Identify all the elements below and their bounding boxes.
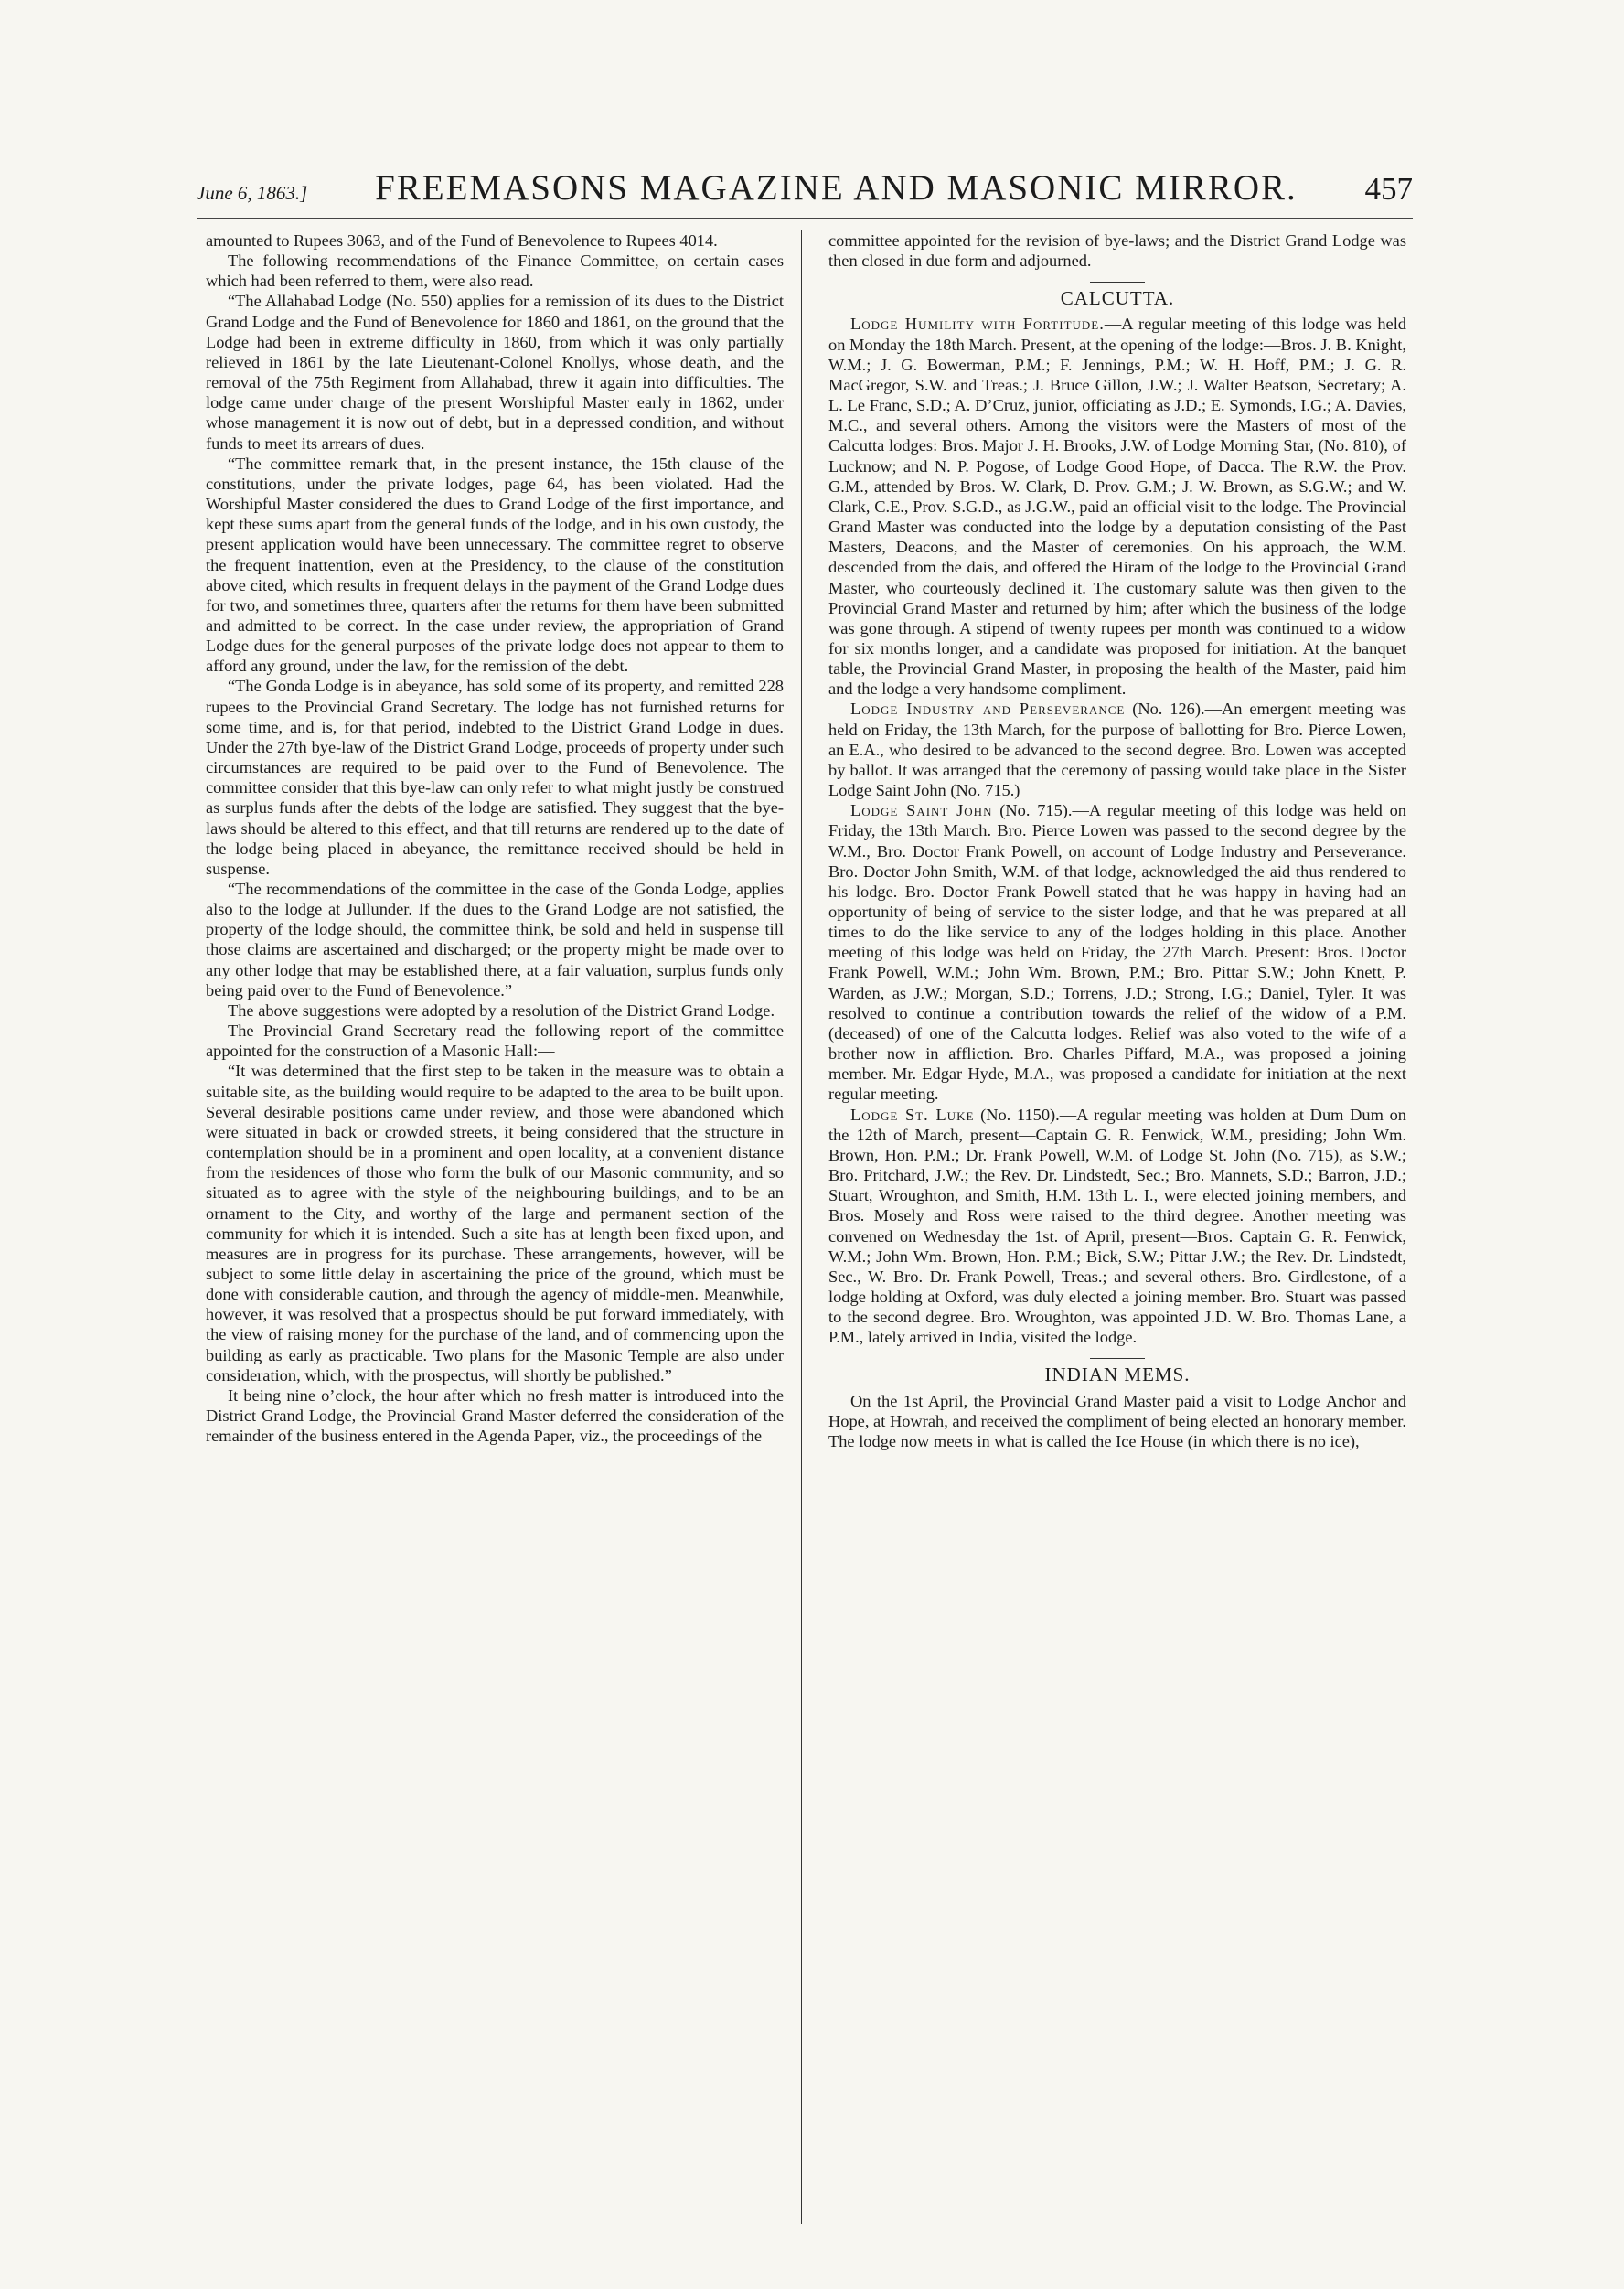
page-number: 457 xyxy=(1364,171,1413,207)
lodge-name: Lodge Saint John xyxy=(850,801,993,820)
lodge-name: Lodge Industry and Perseverance xyxy=(850,700,1126,719)
paragraph: “The committee remark that, in the present instance, the 15th clause of the constitutions, under the private lodges, page 64, has been violated. Had the Worshipful Master considered the dues to Grand Lodge of the first importance, and kept these sums apart from the general funds of the lodge, and in his own custody, the present application would have been unnecessary. The committee regret to observe the frequent inattention, even at the Presidency, to the clause of the constitution above cited, which results in frequent delays in the payment of the Grand Lodge dues for two, and sometimes three, quarters after the returns for them have been submitted and admitted to be correct. In the case under review, the appropriation of Grand Lodge dues for the general purposes of the private lodge does not appear to them to afford any ground, under the law, for the remission of the debt. xyxy=(206,454,784,676)
lodge-report xyxy=(828,800,1406,1104)
report-text: (No. 715).—A regular meeting of this lodge was held on Friday, the 13th March. Bro. Pierce Lowen was passed to the second degree by the W.M., Bro. Doctor Frank Powell, on account of Lodge Industry and Perseverance. Bro. Doctor John Smith, W.M. of that lodge, acknowledged the aid thus rendered to his lodge. Bro. Doctor Frank Powell stated that he was happy in having had an opportunity of being of service to the sister lodge, and that he was prepared at all times to do the like service to any of the lodges holding in this place. Another meeting of this lodge was held on Friday, the 27th March. Present: Bros. Doctor Frank Powell, W.M.; John Wm. Brown, P.M.; Bro. Pittar S.W.; John Knett, P. Warden, as J.W.; Morgan, S.D.; Torrens, J.D.; Strong, I.G.; Daniel, Tyler. It was resolved to continue a contribution towards the relief of the widow of a P.M. (deceased) of one of the Calcutta lodges. Relief was also voted to the wife of a brother now in affliction. Bro. Charles Piffard, M.A., was proposed a joining member. Mr. Edgar Hyde, M.A., was proposed a candidate for initiation at the next regular meeting. xyxy=(828,801,1406,1104)
lodge-report xyxy=(828,699,1406,800)
issue-date: June 6, 1863.] xyxy=(197,182,308,204)
section-heading-calcutta: CALCUTTA. xyxy=(1060,287,1175,310)
report-text: (No. 126).—An emergent meeting was held on Friday, the 13th March, for the purpose of ballotting for Bro. Pierce Lowen, an E.A., who desired to be advanced to the second degree. Bro. Lowen was accepted by ballot. It was arranged that the ceremony of passing would take place in the Sister Lodge Saint John (No. 715.) xyxy=(828,700,1406,800)
paragraph: “The recommendations of the committee in the case of the Gonda Lodge, applies also to the lodge at Jullunder. If the dues to the Grand Lodge are not satisfied, the property of the lodge should, the committee think, be sold and held in suspense till those claims are ascertained and discharged; or the property might be made over to any other lodge that may be established there, at a fair valuation, surplus funds only being paid over to the Fund of Benevolence.” xyxy=(206,880,784,1000)
paragraph: “It was determined that the first step to be taken in the measure was to obtain a suitable site, as the building would require to be adapted to the area to be built upon. Several desirable positions came under review, and those were abandoned which were situated in back or crowded streets, it being considered that the structure in contemplation should be in a prominent and open locality, at a convenient distance from the residences of those who form the bulk of our Masonic community, and so situated as to agree with the style of the neighbouring buildings, and to be an ornament to the City, and worthy of the large and permanent section of the community for which it is intended. Such a site has at length been fixed upon, and measures are in progress for its purchase. These arrangements, however, will be subject to some little delay in ascertaining the price of the ground, which must be done with considerable caution, and through the agency of middle-men. Meanwhile, however, it was resolved that a prospectus should be put forward immediately, with the view of raising money for the purchase of the land, and of commencing upon the building as early as practicable. Two plans for the Masonic Temple are also under consideration, which, with the prospectus, will shortly be published.” xyxy=(206,1062,784,1385)
section-heading-indian-mems: INDIAN MEMS. xyxy=(1044,1364,1191,1386)
lodge-report xyxy=(828,1105,1406,1348)
page-header xyxy=(197,167,1413,213)
header-rule xyxy=(197,218,1413,219)
report-text: (No. 1150).—A regular meeting was holden at Dum Dum on the 12th of March, present—Captain G. R. Fenwick, W.M., presiding; John Wm. Brown, Hon. P.M.; Dr. Frank Powell, W.M. of Lodge St. John (No. 715), as S.W.; Bro. Pritchard, J.W.; the Rev. Dr. Lindstedt, Sec.; Bro. Mannets, S.D.; Barron, J.D.; Stuart, Wroughton, and Smith, H.M. 13th L. I., were elected joining members, and Bros. Mosely and Ross were raised to the third degree. Another meeting was convened on Wednesday the 1st. of April, present—Bros. Captain G. R. Fenwick, W.M.; John Wm. Brown, Hon. P.M.; Bick, S.W.; Pittar J.W.; the Rev. Dr. Lindstedt, Sec., W. Bro. Dr. Frank Powell, Treas.; and several others. Bro. Girdlestone, of a lodge holding at Oxford, was duly elected a joining member. Bro. Stuart was passed to the second degree. Bro. Wroughton, was appointed J.D. W. Bro. Thomas Lane, a P.M., lately arrived in India, visited the lodge. xyxy=(828,1105,1406,1347)
left-column xyxy=(206,230,784,1446)
paragraph: committee appointed for the revision of bye-laws; and the District Grand Lodge was then closed in due form and adjourned. xyxy=(828,231,1406,271)
paragraph: On the 1st April, the Provincial Grand Master paid a visit to Lodge Anchor and Hope, at Howrah, and received the compliment of being elected an honorary member. The lodge now meets in what is called the Ice House (in which there is no ice), xyxy=(828,1391,1406,1450)
paragraph: “The Allahabad Lodge (No. 550) applies for a remission of its dues to the District Grand Lodge and the Fund of Benevolence for 1860 and 1861, on the ground that the Lodge had been in extreme difficulty in 1860, from which it was only partially relieved in 1861 by the late Lieutenant-Colonel Knollys, whose death, and the removal of the 75th Regiment from Allahabad, threw it again into difficulties. The lodge came under charge of the present Worshipful Master early in 1862, under whose management it is now out of debt, but in a depressed condition, and without funds to meet its arrears of dues. xyxy=(206,292,784,453)
lodge-name: Lodge St. Luke xyxy=(850,1105,975,1124)
masthead-title: FREEMASONS MAGAZINE AND MASONIC MIRROR. xyxy=(375,168,1298,208)
section-rule xyxy=(1090,1358,1145,1359)
lodge-report xyxy=(828,314,1406,699)
paragraph: It being nine o’clock, the hour after which no fresh matter is introduced into the District Grand Lodge, the Provincial Grand Master deferred the consideration of the remainder of the business entered in the Agenda Paper, viz., the proceedings of the xyxy=(206,1385,784,1446)
section-rule xyxy=(1090,282,1145,283)
paragraph: The above suggestions were adopted by a resolution of the District Grand Lodge. xyxy=(228,1000,775,1020)
paragraph: “The Gonda Lodge is in abeyance, has sold some of its property, and remitted 228 rupees to the Provincial Grand Secretary. The lodge has not furnished returns for some time, and is, for that period, indebted to the District Grand Lodge in dues. Under the 27th bye-law of the District Grand Lodge, proceeds of property under such circumstances are required to be paid over to the Fund of Benevolence. The committee consider that this bye-law can only refer to what might justly be construed as surplus funds after the debts of the lodge are satisfied. They suggest that the bye-laws should be altered to this effect, and that till returns are rendered up to the date of the lodge being placed in abeyance, the remittance received should be held in suspense. xyxy=(206,677,784,878)
paragraph: amounted to Rupees 3063, and of the Fund of Benevolence to Rupees 4014. xyxy=(206,231,718,250)
paragraph: The following recommendations of the Finance Committee, on certain cases which had been referred to them, were also read. xyxy=(206,251,784,291)
column-divider xyxy=(801,230,802,2224)
lodge-name: Lodge Humility with Fortitude. xyxy=(850,315,1105,334)
paragraph: The Provincial Grand Secretary read the following report of the committee appointed for the construction of a Masonic Hall:— xyxy=(206,1021,784,1061)
report-text: —A regular meeting of this lodge was held on Monday the 18th March. Present, at the opening of the lodge:—Bros. J. B. Knight, W.M.; J. G. Bowerman, P.M.; F. Jennings, P.M.; W. H. Hoff, P.M.; J. G. R. MacGregor, S.W. and Treas.; J. Bruce Gillon, J.W.; J. Walter Beatson, Secretary; A. L. Le Franc, S.D.; A. D’Cruz, junior, officiating as J.D.; E. Symonds, I.G.; A. Davies, M.C., and several others. Among the visitors were the Masters of most of the Calcutta lodges: Bros. Major J. H. Brooks, J.W. of Lodge Morning Star, (No. 810), of Lucknow; and N. P. Pogose, of Lodge Good Hope, of Dacca. The R.W. the Prov. G.M., attended by Bros. W. Clark, D. Prov. G.M.; J. W. Brown, as S.G.W.; and W. Clark, C.E., Prov. S.G.D., as J.G.W., paid an official visit to the lodge. The Provincial Grand Master was conducted into the lodge by a deputation consisting of the Past Masters, Deacons, and the Master of ceremonies. On his approach, the W.M. descended from the dais, and offered the Hiram of the lodge to the Provincial Grand Master, who courteously declined it. The customary salute was then given to the Provincial Grand Master and returned by him; after which the business of the lodge was gone through. A stipend of twenty rupees per month was continued to a widow for six months longer, and a candidate was proposed for initiation. At the banquet table, the Provincial Grand Master, in proposing the health of the Master, paid him and the lodge a very handsome compliment. xyxy=(828,315,1406,699)
right-column xyxy=(828,230,1406,1451)
